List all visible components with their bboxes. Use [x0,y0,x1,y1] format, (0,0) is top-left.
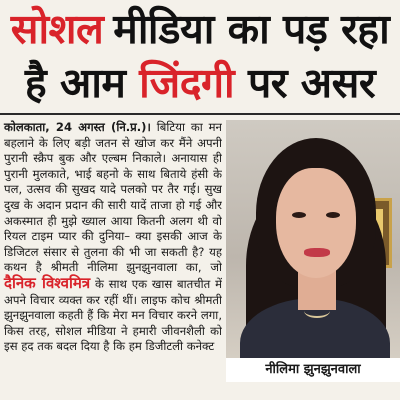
article-paragraph-1: बिटिया का मन बहलाने के लिए बड़ी जतन से खोज कर मैंने अपनी पुरानी स्क्रैप बुक और एल्बम निकाले। अनायास ही पुरानी मुलकाते, भाई बहनो के साथ बिताये हंसी के पल, उत्सव की सुखद यादे पलको पर तैर गई। सुख दुख के अदान प्रदान की सारी यादें ताजा हो गई और अकस्मात ही मुझे ख्याल आया कितनी अलग थी वो रियल टाइम प्यार की दुनिया– क्या इसकी आज के डिजिटल संसार से तुलना की भी जा सकती है? यह कथन है श्रीमती नीलिमा झुनझुनवाला का, जो [4,120,222,275]
headline-word-media: मीडिया का पड़ रहा [113,5,390,53]
eye-left [292,212,306,218]
photo-caption: नीलिमा झुनझुनवाला [226,358,400,382]
headline-word-zindagi: जिंदगी [139,59,235,107]
lips-shape [304,248,330,257]
headline-word-social: सोशल [10,5,104,53]
headline-line-1 [0,4,400,54]
article-dateline: कोलकाता, 24 अगस्त (नि.प्र.)। [4,120,151,134]
headline-line-2 [0,58,400,108]
headline-divider [0,113,400,115]
headline-word-par-asar: पर असर [247,59,376,107]
headline-word-hai-aam: है आम [24,59,126,107]
portrait-photo [226,120,400,370]
face-shape [276,168,356,278]
necklace-shape [304,304,330,318]
article-paragraph-2: के साथ एक खास बातचीत में अपने विचार व्यक्त कर रहीं थीं। लाइफ कोच श्रीमती झुनझुनवाला कहती हैं कि मेरा मन विचार करने लगा, किस तरह, सोशल मीडिया ने हमारी जीवनशैली को इस हद तक बदल दिया है कि हम डिजीटली कनेक्ट [4,276,222,354]
newspaper-name: दैनिक विश्वमित्र [4,273,91,292]
eye-right [326,212,340,218]
article-body [0,120,222,400]
